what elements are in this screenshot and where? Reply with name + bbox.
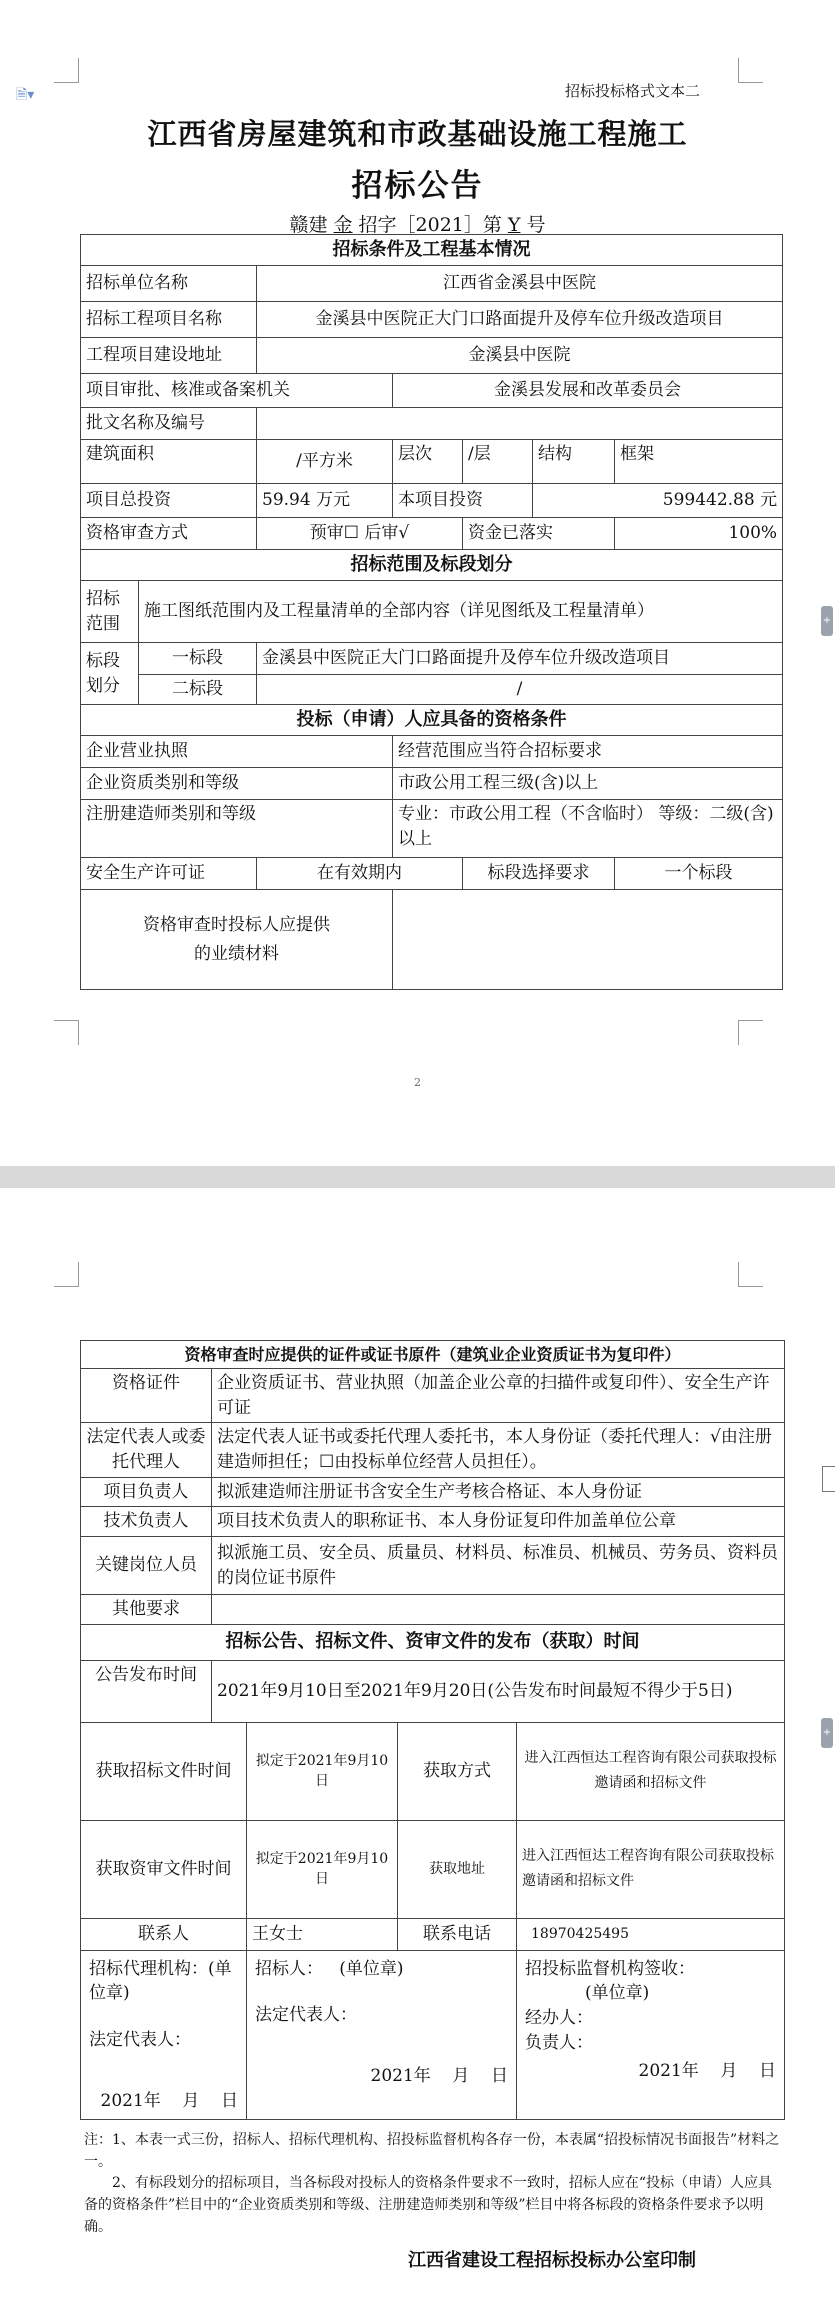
- contact-label: 联系人: [81, 1918, 247, 1950]
- get-place-label: 获取地址: [398, 1820, 517, 1918]
- supervisor-seal: (单位章): [585, 1983, 650, 2004]
- page-title: 江西省房屋建筑和市政基础设施工程施工: [147, 117, 688, 151]
- tenderer-seal: 招标人： (单位章): [255, 1958, 404, 1979]
- approval-org-label: 项目审批、核准或备案机关: [81, 374, 393, 408]
- docnum-suffix: 号: [526, 214, 546, 236]
- expand-handle-icon[interactable]: +: [821, 1718, 833, 1748]
- tenderer-rep: 法定代表人：: [255, 2005, 357, 2026]
- tender-unit-label: 招标单位名称: [81, 266, 257, 302]
- lot1-label: 一标段: [139, 643, 257, 675]
- docnum-prefix: 赣建: [289, 214, 328, 236]
- section-title: 招标条件及工程基本情况: [81, 235, 783, 266]
- key-label: 关键岗位人员: [81, 1537, 212, 1595]
- document-number: [0, 210, 835, 237]
- get-review-time: 拟定于2021年9月10日: [247, 1820, 398, 1918]
- get-review-label: 获取资审文件时间: [81, 1820, 247, 1918]
- expand-handle-icon[interactable]: +: [821, 606, 833, 636]
- agency-rep: 法定代表人：: [89, 2029, 191, 2050]
- total-invest-label: 项目总投资: [81, 484, 257, 518]
- crop-mark: [738, 1020, 763, 1045]
- structure-label: 结构: [533, 440, 615, 484]
- lots-label: 标段划分: [81, 643, 139, 705]
- notice-time-value: 2021年9月10日至2021年9月20日(公告发布时间最短不得少于5日): [212, 1660, 785, 1722]
- this-invest-label: 本项目投资: [393, 484, 533, 518]
- lot2-label: 二标段: [139, 675, 257, 705]
- scope-label: 招标范围: [81, 581, 139, 643]
- lot2-value: /: [257, 675, 783, 705]
- notice-time-label: 公告发布时间: [81, 1660, 212, 1722]
- documents-table: [80, 1340, 785, 2120]
- project-name-label: 招标工程项目名称: [81, 302, 257, 338]
- funding-value: 100%: [615, 518, 783, 550]
- tender-notice-table: [80, 234, 783, 990]
- pm-label: 项目负责人: [81, 1477, 212, 1507]
- get-method-label: 获取方式: [398, 1722, 517, 1820]
- scope-value: 施工图纸范围内及工程量清单的全部内容（详见图纸及工程量清单）: [139, 581, 783, 643]
- legal-value: 法定代表人证书或委托代理人委托书，本人身份证（委托代理人：√由注册建造师担任；☐由投标单位经营人员担任）。: [212, 1423, 785, 1477]
- site-value: 金溪县中医院: [257, 338, 783, 374]
- approval-doc-label: 批文名称及编号: [81, 408, 257, 440]
- agency-date: 2021年 月 日: [100, 2090, 238, 2111]
- phone-value: 18970425495: [517, 1918, 785, 1950]
- section-title: 投标（申请）人应具备的资格条件: [81, 705, 783, 736]
- contact-value: 王女士: [247, 1918, 398, 1950]
- crop-mark: [738, 1262, 763, 1287]
- cert-value: 企业资质证书、营业执照（加盖企业公章的扫描件或复印件）、安全生产许可证: [212, 1369, 785, 1423]
- other-value: [212, 1595, 785, 1625]
- safety-value: 在有效期内: [257, 858, 463, 890]
- project-name-value: 金溪县中医院正大门口路面提升及停车位升级改造项目: [257, 302, 783, 338]
- printer-credit: 江西省建设工程招标投标办公室印制: [408, 2250, 696, 2271]
- approval-doc-value: [257, 408, 783, 440]
- performance-label: [81, 890, 393, 990]
- grade-label: 企业资质类别和等级: [81, 768, 393, 800]
- this-invest-value: 599442.88 元: [533, 484, 783, 518]
- note-2: 2、有标段划分的招标项目，当各标段对投标人的资格条件要求不一致时，招标人应在“投标（申请）人应具备的资格条件”栏目中的“企业资质类别和等级、注册建造师类别和等级”栏目中将各标段的资格条件要求予以明确。: [84, 2175, 773, 2235]
- tech-label: 技术负责人: [81, 1507, 212, 1537]
- cert-label: 资格证件: [81, 1369, 212, 1423]
- legal-label: 法定代表人或委托代理人: [81, 1423, 212, 1477]
- page-separator: [0, 1166, 835, 1188]
- section-title: 招标范围及标段划分: [81, 550, 783, 581]
- crop-mark: [54, 58, 79, 83]
- section-title: 招标公告、招标文件、资审文件的发布（获取）时间: [81, 1624, 785, 1660]
- section-title: 资格审查时应提供的证件或证书原件（建筑业企业资质证书为复印件）: [81, 1341, 785, 1369]
- footnotes: [84, 2130, 784, 2238]
- note-1: 注：1、本表一式三份，招标人、招标代理机构、招投标监督机构各存一份，本表属“招投标情况书面报告”材料之一。: [84, 2132, 780, 2170]
- crop-mark: [738, 58, 763, 83]
- approval-org-value: 金溪县发展和改革委员会: [393, 374, 783, 408]
- license-value: 经营范围应当符合招标要求: [393, 736, 783, 768]
- floors-value: /层: [463, 440, 533, 484]
- review-value: 预审☐ 后审√: [257, 518, 463, 550]
- key-value: 拟派施工员、安全员、质量员、材料员、标准员、机械员、劳务员、资料员的岗位证书原件: [212, 1537, 785, 1595]
- supervisor-signature: [517, 1950, 785, 2120]
- supervisor-handler: 经办人：: [525, 2007, 593, 2028]
- document-icon[interactable]: 🗎▾: [16, 87, 35, 103]
- safety-label: 安全生产许可证: [81, 858, 257, 890]
- get-method-value: 进入江西恒达工程咨询有限公司获取投标邀请函和招标文件: [517, 1722, 785, 1820]
- review-label: 资格审查方式: [81, 518, 257, 550]
- docnum-middle: 招字［2021］第: [358, 214, 502, 236]
- agency-seal: 招标代理机构：(单位章): [89, 1958, 232, 2004]
- supervisor-date: 2021年 月 日: [638, 2061, 777, 2082]
- crop-mark: [54, 1020, 79, 1045]
- floors-label: 层次: [393, 440, 463, 484]
- get-doc-time: 拟定于2021年9月10日: [247, 1722, 398, 1820]
- doc-note: 招标投标格式文本二: [565, 82, 701, 100]
- structure-value: 框架: [615, 440, 783, 484]
- docnum-county: 金: [333, 214, 353, 236]
- agency-signature: [81, 1950, 247, 2120]
- area-label: 建筑面积: [81, 440, 257, 484]
- performance-value: [393, 890, 783, 990]
- lot1-value: 金溪县中医院正大门口路面提升及停车位升级改造项目: [257, 643, 783, 675]
- crop-mark: [54, 1262, 79, 1287]
- other-label: 其他要求: [81, 1595, 212, 1625]
- builder-label: 注册建造师类别和等级: [81, 800, 393, 858]
- lot-choice-label: 标段选择要求: [463, 858, 615, 890]
- performance-label-text: 资格审查时投标人应提供的业绩材料: [143, 914, 330, 964]
- page-subtitle: 招标公告: [351, 168, 484, 204]
- get-doc-label: 获取招标文件时间: [81, 1722, 247, 1820]
- supervisor-label: 招投标监督机构签收：: [525, 1958, 695, 1979]
- tenderer-signature: [247, 1950, 517, 2120]
- phone-label: 联系电话: [398, 1918, 517, 1950]
- supervisor-chief: 负责人：: [525, 2032, 593, 2053]
- page-number: 2: [414, 1076, 421, 1089]
- tenderer-date: 2021年 月 日: [370, 2065, 508, 2086]
- lot-choice-value: 一个标段: [615, 858, 783, 890]
- get-place-value: 进入江西恒达工程咨询有限公司获取投标邀请函和招标文件: [517, 1820, 785, 1918]
- grade-value: 市政公用工程三级(含)以上: [393, 768, 783, 800]
- license-label: 企业营业执照: [81, 736, 393, 768]
- tender-unit-value: 江西省金溪县中医院: [257, 266, 783, 302]
- total-invest-value: 59.94 万元: [257, 484, 393, 518]
- area-value: /平方米: [257, 440, 393, 484]
- tech-value: 项目技术负责人的职称证书、本人身份证复印件加盖单位公章: [212, 1507, 785, 1537]
- builder-value: 专业：市政公用工程（不含临时） 等级：二级(含)以上: [393, 800, 783, 858]
- side-box-icon[interactable]: [822, 1466, 835, 1492]
- pm-value: 拟派建造师注册证书含安全生产考核合格证、本人身份证: [212, 1477, 785, 1507]
- site-label: 工程项目建设地址: [81, 338, 257, 374]
- docnum-number: Y: [507, 214, 521, 236]
- funding-label: 资金已落实: [463, 518, 615, 550]
